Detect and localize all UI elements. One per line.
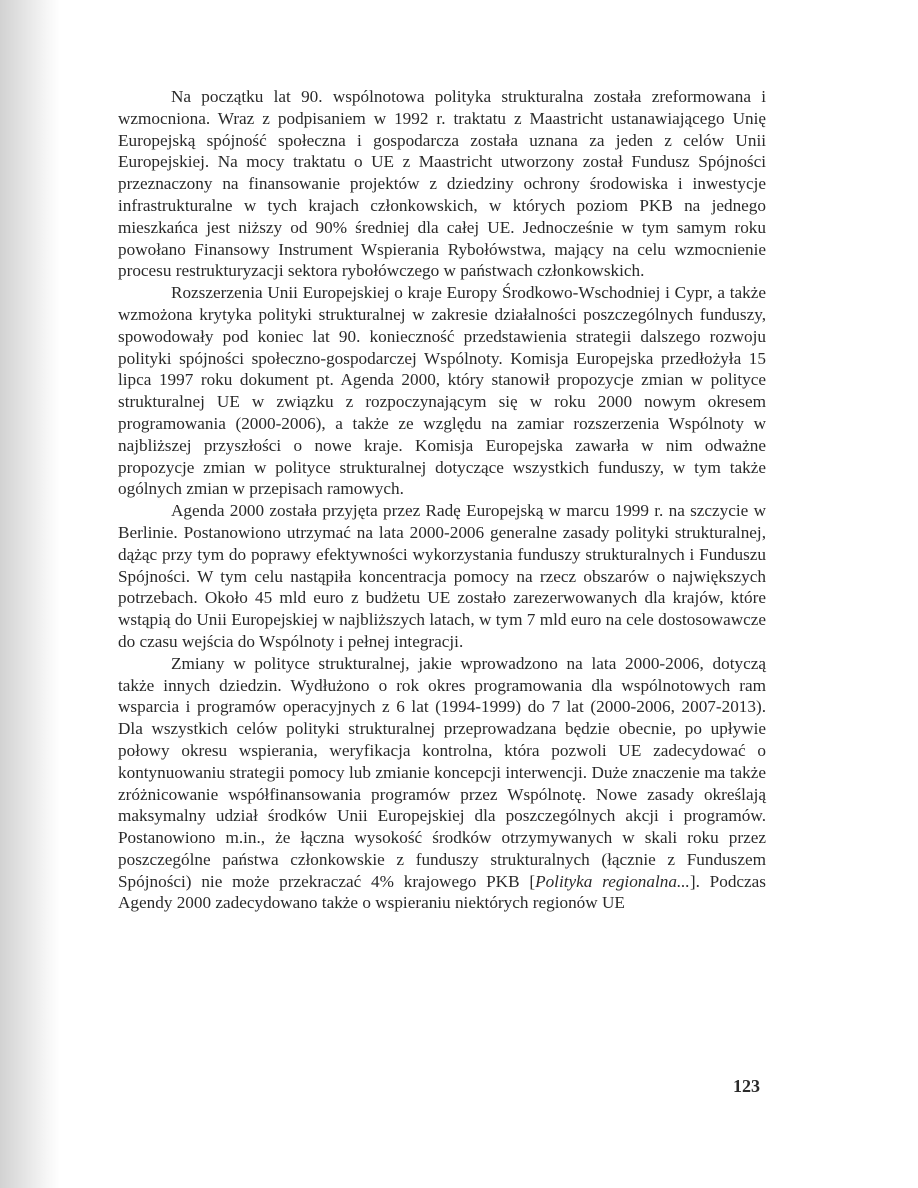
paragraph-4-tail: ]. Podczas Agendy 2000 zadecydowano także o wspieraniu niektórych regionów UE [118,871,766,913]
paragraph-4-text: Zmiany w polityce strukturalnej, jakie wprowadzono na lata 2000-2006, dotyczą także innych dziedzin. Wydłużono o rok okres programowania dla wspólnotowych ram wsparcia i programów operacyjnych z 6 lat (1994-1999) do 7 lat (2000-2006, 2007-2013). Dla wszystkich celów polityki strukturalnej przeprowadzana będzie obecnie, po upływie połowy okresu wspierania, weryfikacja kontrolna, która pozwoli UE zadecydować o kontynuowaniu strategii pomocy lub zmianie koncepcji interwencji. Duże znaczenie ma także zróżnicowanie współfinansowania programów przez Wspólnotę. Nowe zasady określają maksymalny udział środków Unii Europejskiej dla poszczególnych akcji i programów. Postanowiono m.in., że łączna wysokość środków otrzymywanych w skali roku przez poszczególne państwa członkowskie z funduszy strukturalnych (łącznie z Funduszem Spójności) nie może przekraczać 4% krajowego PKB [ [118,653,766,891]
body-text [118,86,766,914]
paragraph-3: Agenda 2000 została przyjęta przez Radę Europejską w marcu 1999 r. na szczycie w Berlinie. Postanowiono utrzymać na lata 2000-2006 generalne zasady polityki strukturalnej, dążąc przy tym do poprawy efektywności wykorzystania funduszy strukturalnych i Funduszu Spójności. W tym celu nastąpiła koncentracja pomocy na rzecz obszarów o największych potrzebach. Około 45 mld euro z budżetu UE zostało zarezerwowanych dla krajów, które wstąpią do Unii Europejskiej w najbliższych latach, w tym 7 mld euro na cele dostosowawcze do czasu wejścia do Wspólnoty i pełnej integracji. [118,501,766,651]
paragraph-2: Rozszerzenia Unii Europejskiej o kraje Europy Środkowo-Wschodniej i Cypr, a także wzmożona krytyka polityki strukturalnej w zakresie działalności poszczególnych funduszy, spowodowały pod koniec lat 90. konieczność przedstawienia strategii dalszego rozwoju polityki spójności społeczno-gospodarczej Wspólnoty. Komisja Europejska przedłożyła 15 lipca 1997 roku dokument pt. Agenda 2000, który stanowił propozycje zmian w polityce strukturalnej UE w związku z rozpoczynającym się w roku 2000 nowym okresem programowania (2000-2006), a także ze względu na zamiar rozszerzenia Wspólnoty w najbliższej przyszłości o nowe kraje. Komisja Europejska zawarła w nim odważne propozycje zmian w polityce strukturalnej dotyczące wszystkich funduszy, w tym także ogólnych zmian w przepisach ramowych. [118,283,766,499]
page-gutter-shadow [0,0,60,1188]
page-number: 123 [733,1076,760,1096]
paragraph-1: Na początku lat 90. wspólnotowa polityka strukturalna została zreformowana i wzmocniona. Wraz z podpisaniem w 1992 r. traktatu z Maastricht ustanawiającego Unię Europejską spójność społeczna i gospodarcza została uznana za jeden z celów Unii Europejskiej. Na mocy traktatu o UE z Maastricht utworzony został Fundusz Spójności przeznaczony na finansowanie projektów z dziedziny ochrony środowiska i inwestycje infrastrukturalne w tych krajach członkowskich, w których poziom PKB na jednego mieszkańca jest niższy od 90% średniej dla całej UE. Jednocześnie w tym samym roku powołano Finansowy Instrument Wspierania Rybołówstwa, mający na celu wzmocnienie procesu restrukturyzacji sektora rybołówczego w państwach członkowskich. [118,87,766,281]
paragraph-4 [118,653,766,915]
citation-title: Polityka regionalna... [535,871,690,891]
